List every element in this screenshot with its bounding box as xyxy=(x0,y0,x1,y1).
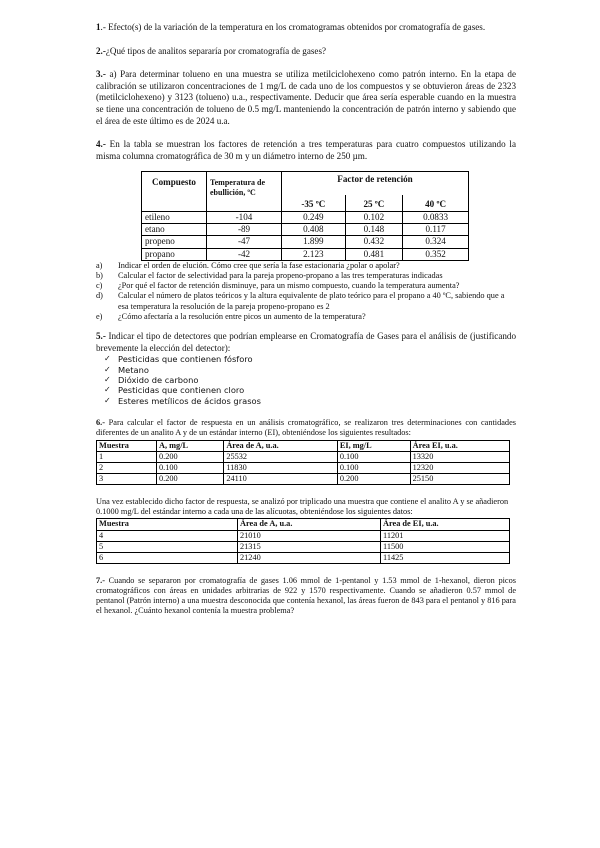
table-cell: 2.123 xyxy=(282,248,346,260)
table-cell: -47 xyxy=(207,236,282,248)
table-cell: -104 xyxy=(207,211,282,223)
column-header: Área de EI, u.a. xyxy=(381,519,510,530)
temperature-header: -35 ºC xyxy=(282,195,346,211)
table-cell: 25150 xyxy=(410,473,509,484)
table-cell: 12320 xyxy=(410,462,509,473)
list-item xyxy=(96,271,516,281)
table-row xyxy=(97,530,510,541)
question-3 xyxy=(96,69,516,127)
table-cell: -42 xyxy=(207,248,282,260)
item-text: Calcular el número de platos teóricos y la altura equivalente de plato teórico para el propano a 40 ºC, sabiendo que a esa temperatura la resolución de la pareja propeno-propano es 2 xyxy=(118,291,505,311)
question-4 xyxy=(96,139,516,162)
table-row xyxy=(97,552,510,563)
question-4-items xyxy=(96,261,516,322)
table-cell: 0.249 xyxy=(282,211,346,223)
table-cell: 0.200 xyxy=(157,451,224,462)
list-item xyxy=(104,396,516,406)
question-text: Para calcular el factor de respuesta en un análisis cromatográfico, se realizaron tres determinaciones con cantidades diferentes de un analito A y de un estándar interno (EI), obteniéndose los siguientes resultados: xyxy=(96,418,516,438)
table-cell: 6 xyxy=(97,552,238,563)
table-cell: etano xyxy=(142,223,207,235)
table-cell: 3 xyxy=(97,473,157,484)
column-header: Temperatura de ebullición, ºC xyxy=(207,172,282,211)
table-cell: 0.148 xyxy=(345,223,402,235)
column-header: A, mg/L xyxy=(157,440,224,451)
table-cell: propano xyxy=(142,248,207,260)
question-number: 3.- xyxy=(96,69,106,80)
retention-factor-table xyxy=(141,171,469,260)
table-cell: 0.117 xyxy=(403,223,469,235)
exercise-sheet xyxy=(96,22,516,617)
table-row xyxy=(142,236,469,248)
table-cell: -89 xyxy=(207,223,282,235)
question-number: 1 xyxy=(96,22,101,32)
list-item xyxy=(96,312,516,322)
table-row xyxy=(142,223,469,235)
table-row xyxy=(97,462,510,473)
column-header: Área de A, u.a. xyxy=(238,519,381,530)
item-letter: c) xyxy=(96,281,103,291)
table-cell: 0.352 xyxy=(403,248,469,260)
item-text: Esteres metílicos de ácidos grasos xyxy=(118,395,261,406)
item-text: Pesticidas que contienen cloro xyxy=(118,385,245,396)
table-cell: 2 xyxy=(97,462,157,473)
table-cell: 0.481 xyxy=(345,248,402,260)
table-cell: 13320 xyxy=(410,451,509,462)
question-number: 4.- xyxy=(96,139,106,150)
column-header: Muestra xyxy=(97,519,238,530)
table-cell: 21240 xyxy=(238,552,381,563)
item-text: Indicar el orden de elución. Cómo cree que sería la fase estacionaria ¿polar o apolar? xyxy=(118,260,400,270)
check-icon: ✓ xyxy=(104,364,111,374)
list-item xyxy=(96,281,516,291)
table-cell: 0.200 xyxy=(157,473,224,484)
table-cell: 0.324 xyxy=(403,236,469,248)
column-header: Factor de retención xyxy=(282,172,469,196)
table-cell: 11500 xyxy=(381,541,510,552)
list-item xyxy=(104,354,516,364)
table-cell: propeno xyxy=(142,236,207,248)
question-text: Indicar el tipo de detectores que podrían emplearse en Cromatografía de Gases para el análisis de (justificando brevemente la elección del detector): xyxy=(96,331,516,353)
list-item xyxy=(96,291,516,311)
question-number: 5.- xyxy=(96,331,106,342)
item-letter: b) xyxy=(96,271,103,281)
list-item xyxy=(104,385,516,395)
column-header: Compuesto xyxy=(142,172,207,211)
table-cell: 1 xyxy=(97,451,157,462)
table-cell: 11201 xyxy=(381,530,510,541)
question-text: En la tabla se muestran los factores de retención a tres temperaturas para cuatro compuestos utilizando la misma columna cromatográfica de 30 m y un diámetro interno de 250 µm. xyxy=(96,139,516,161)
list-item xyxy=(104,365,516,375)
question-6-continuation: Una vez establecido dicho factor de respuesta, se analizó por triplicado una muestra que contiene el analito A y se añadieron 0.1000 mg/L del estándar interno a cada una de las alícuotas, obteniéndose los siguientes datos: xyxy=(96,497,509,517)
table-cell: 25532 xyxy=(224,451,338,462)
table-cell: 0.102 xyxy=(345,211,402,223)
check-icon: ✓ xyxy=(104,385,111,395)
table-cell: 21010 xyxy=(238,530,381,541)
item-text: Pesticidas que contienen fósforo xyxy=(118,354,253,365)
table-cell: 0.100 xyxy=(337,462,410,473)
item-text: Calcular el factor de selectividad para la pareja propeno-propano a las tres temperaturas indicadas xyxy=(118,271,443,281)
question-text: ¿Qué tipos de analitos separaría por cromatografía de gases? xyxy=(105,45,327,56)
detector-list xyxy=(96,354,516,406)
temperature-header: 25 ºC xyxy=(345,195,402,211)
table-row xyxy=(97,451,510,462)
question-number: 7.- xyxy=(96,575,105,585)
check-icon: ✓ xyxy=(104,395,111,405)
table-cell: 1.899 xyxy=(282,236,346,248)
table-row xyxy=(142,248,469,260)
question-text: a) Para determinar tolueno en una muestra se utiliza metilciclohexeno como patrón interno. En la etapa de calibración se utilizaron concentraciones de 1 mg/L de cada uno de los compuestos y se obtuvieron áreas de 2323 (metilciclohexeno) y 3123 (tolueno) u.a., respectivamente. Deducir que área sería esperable cuando en la muestra se tiene una concentración de tolueno de 0.5 mg/L manteniendo la concentración de patrón interno y sabiendo que el área de este último es de 2024 u.a. xyxy=(96,69,516,126)
question-6 xyxy=(96,418,516,438)
table-cell: 11830 xyxy=(224,462,338,473)
list-item xyxy=(104,375,516,385)
table-row xyxy=(142,211,469,223)
table-cell: 21315 xyxy=(238,541,381,552)
item-text: ¿Cómo afectaría a la resolución entre picos un aumento de la temperatura? xyxy=(118,311,366,321)
question-text: .- Efecto(s) de la variación de la temperatura en los cromatogramas obtenidos por cromatografía de gases. xyxy=(100,22,486,32)
item-letter: e) xyxy=(96,311,103,321)
question-5 xyxy=(96,331,516,354)
table-cell: 5 xyxy=(97,541,238,552)
item-text: ¿Por qué el factor de retención disminuye, para un mismo compuesto, cuando la temperatura aumenta? xyxy=(118,281,460,291)
table-cell: 11425 xyxy=(381,552,510,563)
response-factor-table xyxy=(96,440,510,485)
table-cell: 24110 xyxy=(224,473,338,484)
item-text: Dióxido de carbono xyxy=(118,375,199,386)
column-header: Muestra xyxy=(97,440,157,451)
table-cell: 0.200 xyxy=(337,473,410,484)
check-icon: ✓ xyxy=(104,354,111,364)
column-header: Área EI, u.a. xyxy=(410,440,509,451)
table-cell: 0.408 xyxy=(282,223,346,235)
table-cell: 0.432 xyxy=(345,236,402,248)
table-cell: etileno xyxy=(142,211,207,223)
table-cell: 4 xyxy=(97,530,238,541)
table-cell: 0.0833 xyxy=(403,211,469,223)
list-item xyxy=(96,261,516,271)
question-text: Cuando se separaron por cromatografía de gases 1.06 mmol de 1-pentanol y 1.53 mmol de 1-hexanol, dieron picos cromatográficos con áreas en unidades arbitrarias de 922 y 1570 respectivamente. Cuando se añadieron 0.57 mmol de pentanol (Patrón interno) a una muestra desconocida que contenía hexanol, las áreas fueron de 843 para el pentanol y 816 para el hexanol. ¿Cuánto hexanol contenía la muestra problema? xyxy=(96,575,516,616)
table-row xyxy=(97,473,510,484)
item-letter: d) xyxy=(96,291,103,301)
question-number: 6.- xyxy=(96,418,105,428)
sample-areas-table xyxy=(96,518,510,563)
item-text: Metano xyxy=(118,364,149,375)
question-number: 2.- xyxy=(96,45,106,56)
question-1 xyxy=(96,22,516,34)
table-cell: 0.100 xyxy=(337,451,410,462)
question-7 xyxy=(96,576,516,617)
table-row xyxy=(97,541,510,552)
table-cell: 0.100 xyxy=(157,462,224,473)
check-icon: ✓ xyxy=(104,375,111,385)
column-header: Área de A, u.a. xyxy=(224,440,338,451)
temperature-header: 40 ºC xyxy=(403,195,469,211)
item-letter: a) xyxy=(96,260,103,270)
question-2 xyxy=(96,46,516,58)
column-header: EI, mg/L xyxy=(337,440,410,451)
